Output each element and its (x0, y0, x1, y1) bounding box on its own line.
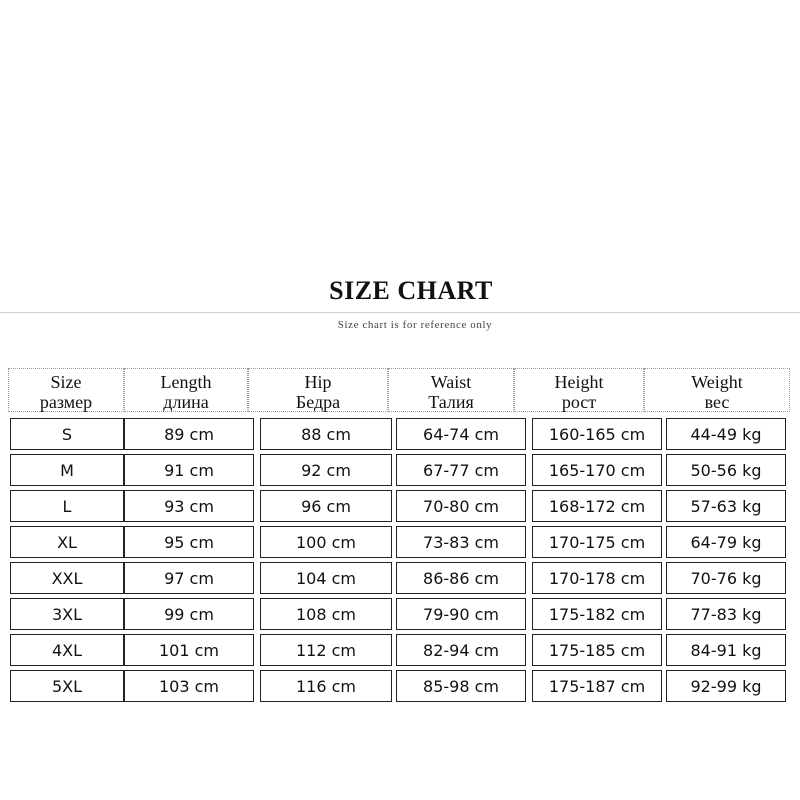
header-weight-ru: вес (704, 392, 730, 412)
row-xl-height: 170-175 cm (532, 526, 662, 558)
header-size-en: Size (50, 372, 82, 392)
row-m-hip: 92 cm (260, 454, 392, 486)
header-hip-en: Hip (304, 372, 332, 392)
row-l-weight: 57-63 kg (666, 490, 786, 522)
row-xl-hip: 100 cm (260, 526, 392, 558)
row-5xl-size: 5XL (10, 670, 124, 702)
header-height-en: Height (554, 372, 604, 392)
row-4xl-hip: 112 cm (260, 634, 392, 666)
row-5xl-hip: 116 cm (260, 670, 392, 702)
reference-note: Size chart is for reference only (337, 319, 493, 331)
row-s-weight: 44-49 kg (666, 418, 786, 450)
row-l-size: L (10, 490, 124, 522)
header-weight (644, 368, 790, 412)
header-weight-en: Weight (691, 372, 743, 392)
row-xxl-length: 97 cm (124, 562, 254, 594)
row-s-size: S (10, 418, 124, 450)
header-size (8, 368, 124, 412)
row-xxl-hip: 104 cm (260, 562, 392, 594)
row-4xl-waist: 82-94 cm (396, 634, 526, 666)
header-hip-ru: Бедра (295, 392, 341, 412)
row-s-height: 160-165 cm (532, 418, 662, 450)
row-xxl-size: XXL (10, 562, 124, 594)
header-hip (248, 368, 388, 412)
row-m-weight: 50-56 kg (666, 454, 786, 486)
row-xxl-waist: 86-86 cm (396, 562, 526, 594)
row-l-hip: 96 cm (260, 490, 392, 522)
header-length (124, 368, 248, 412)
header-size-ru: размер (39, 392, 93, 412)
row-4xl-size: 4XL (10, 634, 124, 666)
row-3xl-weight: 77-83 kg (666, 598, 786, 630)
size-chart-title: SIZE CHART (329, 276, 493, 305)
row-s-length: 89 cm (124, 418, 254, 450)
header-length-en: Length (160, 372, 212, 392)
row-3xl-hip: 108 cm (260, 598, 392, 630)
row-m-waist: 67-77 cm (396, 454, 526, 486)
row-5xl-weight: 92-99 kg (666, 670, 786, 702)
row-3xl-height: 175-182 cm (532, 598, 662, 630)
row-l-waist: 70-80 cm (396, 490, 526, 522)
row-5xl-waist: 85-98 cm (396, 670, 526, 702)
header-waist-en: Waist (430, 372, 472, 392)
row-5xl-length: 103 cm (124, 670, 254, 702)
row-xl-waist: 73-83 cm (396, 526, 526, 558)
row-3xl-length: 99 cm (124, 598, 254, 630)
row-xl-size: XL (10, 526, 124, 558)
header-height (514, 368, 644, 412)
row-l-length: 93 cm (124, 490, 254, 522)
header-waist (388, 368, 514, 412)
row-5xl-height: 175-187 cm (532, 670, 662, 702)
row-m-size: M (10, 454, 124, 486)
row-m-length: 91 cm (124, 454, 254, 486)
header-height-ru: рост (561, 392, 597, 412)
row-xl-length: 95 cm (124, 526, 254, 558)
row-m-height: 165-170 cm (532, 454, 662, 486)
row-4xl-length: 101 cm (124, 634, 254, 666)
row-xxl-height: 170-178 cm (532, 562, 662, 594)
row-3xl-waist: 79-90 cm (396, 598, 526, 630)
row-l-height: 168-172 cm (532, 490, 662, 522)
row-3xl-size: 3XL (10, 598, 124, 630)
row-4xl-height: 175-185 cm (532, 634, 662, 666)
row-xl-weight: 64-79 kg (666, 526, 786, 558)
row-xxl-weight: 70-76 kg (666, 562, 786, 594)
header-waist-ru: Талия (428, 392, 474, 412)
title-divider (0, 312, 800, 313)
row-4xl-weight: 84-91 kg (666, 634, 786, 666)
row-s-waist: 64-74 cm (396, 418, 526, 450)
row-s-hip: 88 cm (260, 418, 392, 450)
header-length-ru: длина (163, 392, 209, 412)
